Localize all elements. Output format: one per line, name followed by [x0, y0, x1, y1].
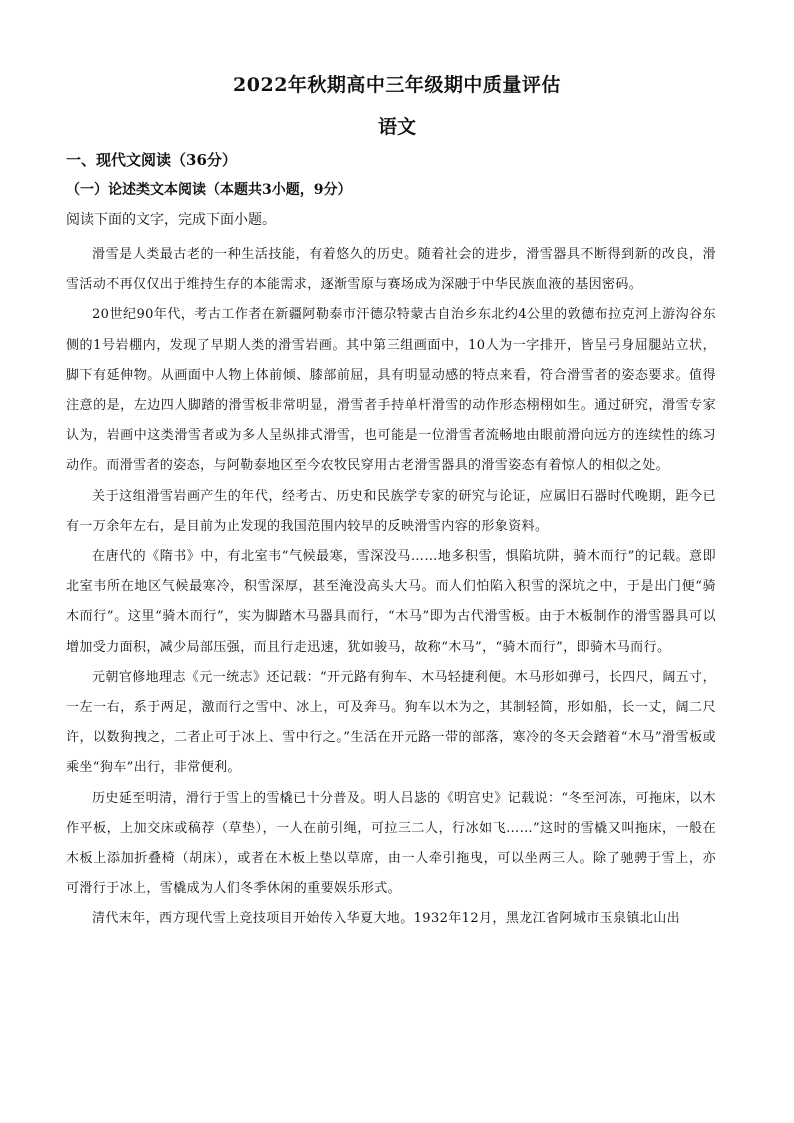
- passage-paragraph: 历史延至明清，滑行于雪上的雪橇已十分普及。明人吕毖的《明宫史》记载说：“冬至河冻，可拖床，以木作平板，上加交床或稿荐（草垫），一人在前引绳，可拉三二人，行冰如飞……”这时的雪橇又叫拖床，一般在木板上添加折叠椅（胡床），或者在木板上垫以草席，由一人牵引拖曳，可以坐两三人。除了驰骋于雪上，亦可滑行于冰上，雪橇成为人们冬季休闲的重要娱乐形式。: [66, 790, 716, 897]
- exam-subject: 语文: [377, 116, 416, 138]
- exam-title: 2022年秋期高中三年级期中质量评估: [233, 74, 561, 96]
- passage-paragraph: 关于这组滑雪岩画产生的年代，经考古、历史和民族学专家的研究与论证，应属旧石器时代晚期，距今已有一万余年左右，是目前为止发现的我国范围内较早的反映滑雪内容的形象资料。: [66, 488, 716, 534]
- subsection-heading: （一）论述类文本阅读（本题共3小题，9分）: [66, 182, 352, 198]
- passage-paragraph: 清代末年，西方现代雪上竞技项目开始传入华夏大地。1932年12月，黑龙江省阿城市玉泉镇北山出: [92, 911, 681, 927]
- passage-paragraph: 元朝官修地理志《元一统志》还记载：“开元路有狗车、木马轻捷利便。木马形如弹弓，长四尺，阔五寸，一左一右，系于两足，激而行之雪中、冰上，可及奔马。狗车以木为之，其制轻简，形如船，长一丈，阔二尺许，以数狗拽之，二者止可于冰上、雪中行之。”生活在开元路一带的部落，寒冷的冬天会踏着“木马”滑雪板或乘坐“狗车”出行，非常便利。: [66, 669, 716, 776]
- passage-paragraph: 滑雪是人类最古老的一种生活技能，有着悠久的历史。随着社会的进步，滑雪器具不断得到新的改良，滑雪活动不再仅仅出于维持生存的本能需求，逐渐雪原与赛场成为深融于中华民族血液的基因密码。: [66, 247, 716, 293]
- passage-paragraph: 20世纪90年代，考古工作者在新疆阿勒泰市汗德尕特蒙古自治乡东北约4公里的敦德布拉克河上游沟谷东侧的1号岩棚内，发现了早期人类的滑雪岩画。其中第三组画面中，10人为一字排开，皆呈弓身屈腿站立状，脚下有延伸物。从画面中人物上体前倾、膝部前屈，具有明显动感的特点来看，符合滑雪者的姿态要求。值得注意的是，左边四人脚踏的滑雪板非常明显，滑雪者手持单杆滑雪的动作形态栩栩如生。通过研究，滑雪专家认为，岩画中这类滑雪者或为多人呈纵排式滑雪，也可能是一位滑雪者流畅地由眼前滑向远方的连续性的练习动作。而滑雪者的姿态，与阿勒泰地区至今农牧民穿用古老滑雪器具的滑雪姿态有着惊人的相似之处。: [66, 307, 716, 474]
- section-heading: 一、现代文阅读（36分）: [66, 151, 237, 169]
- reading-instruction: 阅读下面的文字，完成下面小题。: [66, 212, 276, 228]
- passage-paragraph: 在唐代的《隋书》中，有北室韦“气候最寒，雪深没马……地多积雪，惧陷坑阱，骑木而行”的记载。意即北室韦所在地区气候最寒冷，积雪深厚，甚至淹没高头大马。而人们怕陷入积雪的深坑之中，于是出门便“骑木而行”。这里“骑木而行”，实为脚踏木马器具而行，“木马”即为古代滑雪板。由于木板制作的滑雪器具可以增加受力面积，减少局部压强，而且行走迅速，犹如骏马，故称“木马”，“骑木而行”，即骑木马而行。: [66, 549, 716, 655]
- reading-passage: [66, 240, 716, 935]
